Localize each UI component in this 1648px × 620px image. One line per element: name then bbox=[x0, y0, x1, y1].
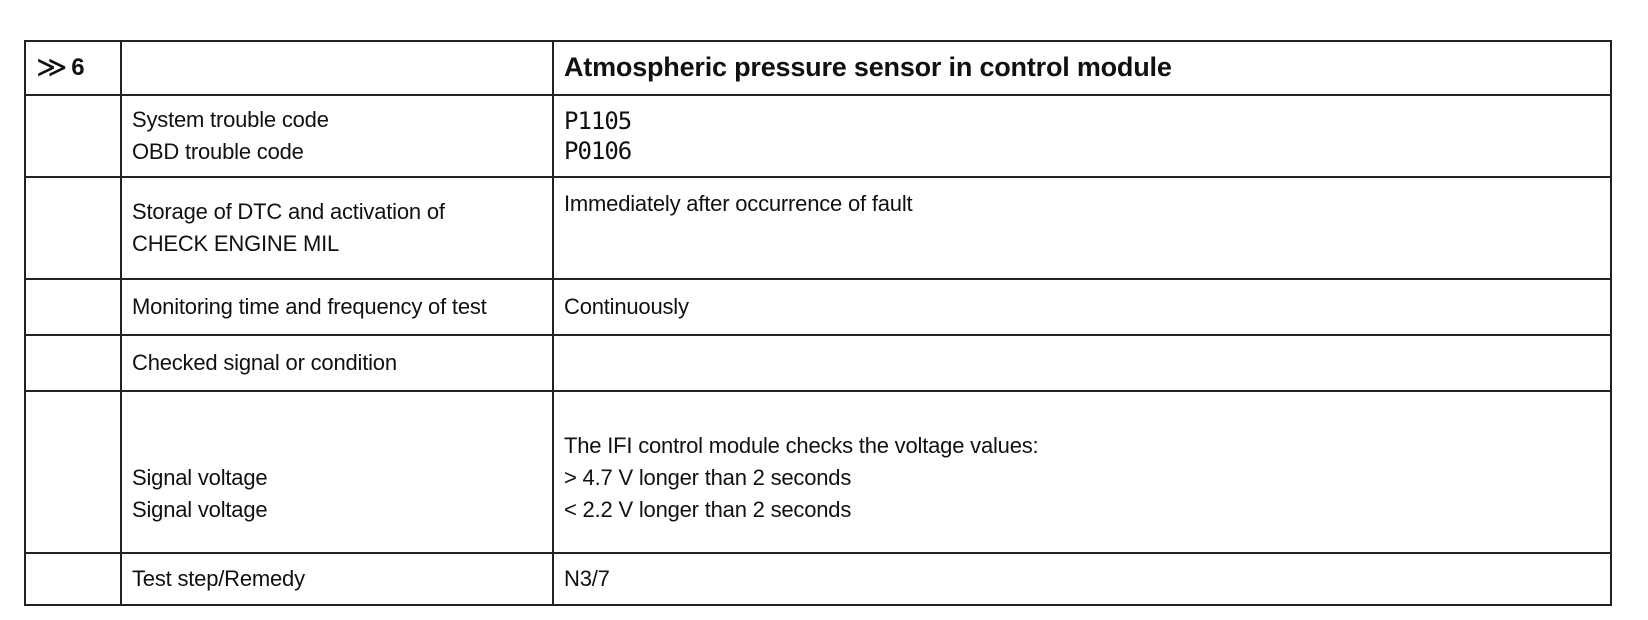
label-cell bbox=[121, 335, 553, 391]
header-empty-cell bbox=[121, 41, 553, 95]
obd-trouble-code-label: OBD trouble code bbox=[132, 139, 304, 164]
section-title-cell bbox=[553, 41, 1611, 95]
value-cell bbox=[553, 391, 1611, 553]
monitoring-label: Monitoring time and frequency of test bbox=[132, 294, 487, 319]
row-marker-cell bbox=[25, 177, 121, 279]
section-number-cell bbox=[25, 41, 121, 95]
table-header-row bbox=[25, 41, 1611, 95]
row-marker-cell bbox=[25, 335, 121, 391]
signal-condition-high: > 4.7 V longer than 2 seconds bbox=[564, 465, 852, 490]
storage-label-line2: CHECK ENGINE MIL bbox=[132, 231, 340, 256]
section-title: Atmospheric pressure sensor in control module bbox=[564, 52, 1172, 82]
row-marker-cell bbox=[25, 95, 121, 177]
label-cell bbox=[121, 391, 553, 553]
value-cell bbox=[553, 335, 1611, 391]
section-number-value: 6 bbox=[71, 54, 85, 81]
signal-intro-text: The IFI control module checks the voltage values: bbox=[564, 433, 1039, 458]
test-step-value: N3/7 bbox=[564, 566, 610, 591]
section-number bbox=[36, 51, 85, 84]
value-cell bbox=[553, 177, 1611, 279]
table-row bbox=[25, 335, 1611, 391]
double-chevron-icon: ≫ bbox=[36, 51, 68, 84]
row-marker-cell bbox=[25, 553, 121, 605]
signal-condition-low: < 2.2 V longer than 2 seconds bbox=[564, 497, 852, 522]
obd-trouble-code-value: P0106 bbox=[564, 137, 632, 165]
value-cell bbox=[553, 279, 1611, 335]
monitoring-value: Continuously bbox=[564, 294, 689, 319]
label-cell bbox=[121, 95, 553, 177]
checked-signal-label: Checked signal or condition bbox=[132, 350, 397, 375]
table-row bbox=[25, 391, 1611, 553]
row-marker-cell bbox=[25, 391, 121, 553]
storage-value: Immediately after occurrence of fault bbox=[564, 191, 913, 216]
label-cell bbox=[121, 553, 553, 605]
storage-label-line1: Storage of DTC and activation of bbox=[132, 199, 445, 224]
table-row bbox=[25, 95, 1611, 177]
signal-voltage-label-low: Signal voltage bbox=[132, 497, 268, 522]
value-cell bbox=[553, 553, 1611, 605]
table-row bbox=[25, 279, 1611, 335]
system-trouble-code-label: System trouble code bbox=[132, 107, 329, 132]
label-cell bbox=[121, 279, 553, 335]
row-marker-cell bbox=[25, 279, 121, 335]
test-step-label: Test step/Remedy bbox=[132, 566, 305, 591]
value-cell bbox=[553, 95, 1611, 177]
signal-voltage-label-high: Signal voltage bbox=[132, 465, 268, 490]
label-cell bbox=[121, 177, 553, 279]
table-row bbox=[25, 553, 1611, 605]
system-trouble-code-value: P1105 bbox=[564, 107, 632, 135]
dtc-table bbox=[24, 40, 1612, 606]
table-row bbox=[25, 177, 1611, 279]
